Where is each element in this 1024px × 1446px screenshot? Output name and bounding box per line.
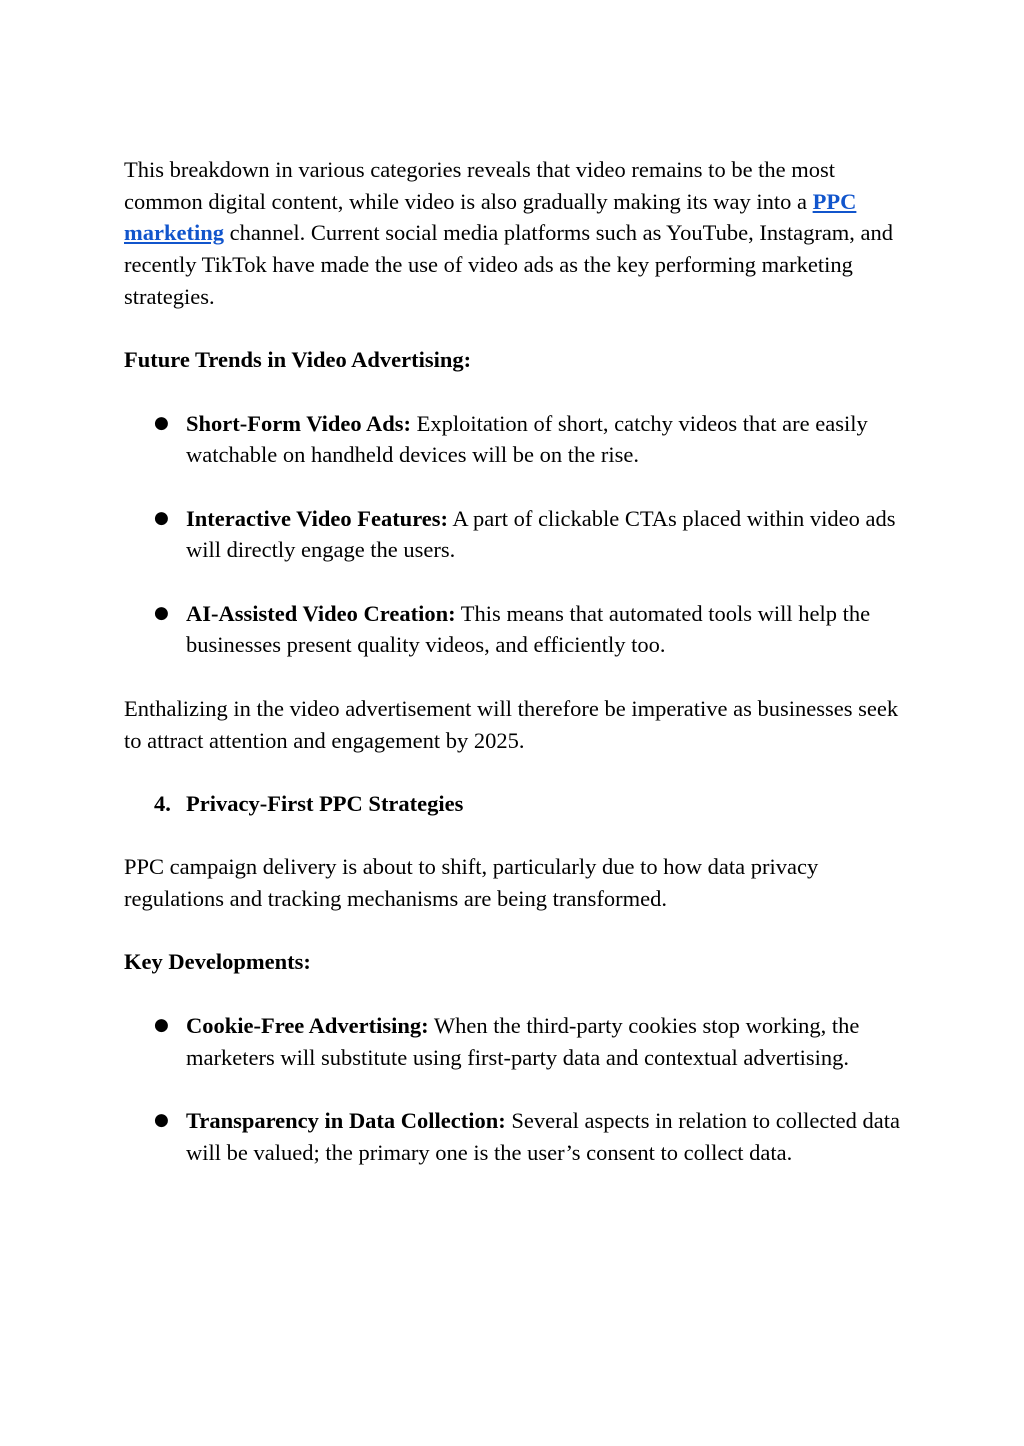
future-trends-heading: Future Trends in Video Advertising: xyxy=(124,347,472,373)
ppc-marketing-link[interactable]: PPC marketing xyxy=(124,188,857,246)
list-item-title: Transparency in Data Collection: xyxy=(186,1107,506,1133)
bullet-icon: ● xyxy=(154,1014,169,1035)
key-developments-list xyxy=(124,1010,904,1169)
enthalizing-paragraph: Enthalizing in the video advertisement will therefore be imperative as businesses seek to attract attention and engagement by 2025. xyxy=(124,695,899,753)
list-item-title: Interactive Video Features: xyxy=(186,505,449,531)
list-item-text: This means that automated tools will help the businesses present quality videos, and efficiently too. xyxy=(186,600,871,658)
list-item-text: Several aspects in relation to collected data will be valued; the primary one is the user’s consent to collect data. xyxy=(186,1107,900,1165)
list-item-title: Short-Form Video Ads: xyxy=(186,410,411,436)
list-item xyxy=(124,1010,904,1073)
key-developments-heading: Key Developments: xyxy=(124,949,311,975)
list-item-text: Exploitation of short, catchy videos that are easily watchable on handheld devices will be on the rise. xyxy=(186,410,868,468)
list-item-title: Cookie-Free Advertising: xyxy=(186,1012,429,1038)
section-number: 4. xyxy=(154,790,171,816)
list-item xyxy=(124,503,904,566)
intro-text-after-link: channel. Current social media platforms such as YouTube, Instagram, and recently TikTok have made the use of video ads as the key performing marketing strategies. xyxy=(124,220,894,309)
section-title: Privacy-First PPC Strategies xyxy=(186,790,464,816)
list-item-title: AI-Assisted Video Creation: xyxy=(186,600,456,626)
future-trends-list xyxy=(124,408,904,662)
list-item xyxy=(124,408,904,471)
ppc-delivery-paragraph: PPC campaign delivery is about to shift, particularly due to how data privacy regulations and tracking mechanisms are being transformed. xyxy=(124,854,819,912)
bullet-icon: ● xyxy=(154,507,169,528)
bullet-icon: ● xyxy=(154,1109,169,1130)
list-item xyxy=(124,598,904,661)
list-item xyxy=(124,1105,904,1168)
intro-paragraph xyxy=(124,154,904,313)
bullet-icon: ● xyxy=(154,412,169,433)
section-4-heading xyxy=(124,788,904,820)
list-item-text: A part of clickable CTAs placed within video ads will directly engage the users. xyxy=(186,505,896,563)
list-item-text: When the third-party cookies stop working, the marketers will substitute using first-party data and contextual advertising. xyxy=(186,1012,860,1070)
intro-text-before-link: This breakdown in various categories reveals that video remains to be the most common digital content, while video is also gradually making its way into a xyxy=(124,157,836,214)
document-page xyxy=(124,154,904,1168)
bullet-icon: ● xyxy=(154,602,169,623)
